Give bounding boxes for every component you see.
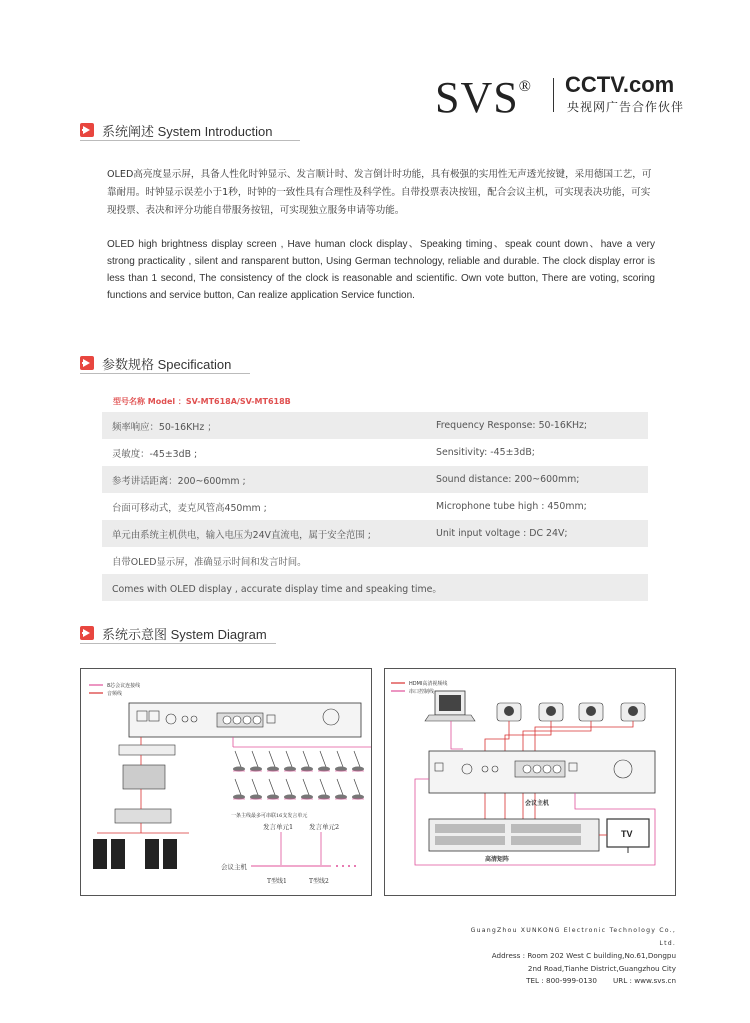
spec-en: Sound distance: 200~600mm;	[436, 474, 580, 485]
arrow-right-icon	[80, 123, 94, 137]
mic-unit-icon	[301, 751, 313, 772]
spec-en: Sensitivity: -45±3dB;	[436, 447, 535, 458]
host-label: 会议主机	[221, 863, 247, 871]
spec-cn: 台面可移动式，麦克风管高450mm ;	[112, 502, 267, 514]
divider	[80, 373, 250, 374]
mic-unit-icon	[335, 751, 347, 772]
spec-table	[102, 412, 648, 601]
address-line: Address : Room 202 West C building,No.61,Dongpu	[491, 951, 676, 960]
wiring-diagram-left	[81, 669, 371, 895]
section-header-spec	[80, 352, 231, 374]
footer	[470, 925, 676, 988]
tv-icon	[607, 819, 649, 853]
matrix-label: 高清矩阵	[485, 856, 510, 863]
spec-cn: 单元由系统主机供电，输入电压为24V直流电，属于安全范围 ;	[112, 529, 371, 541]
telephone: TEL : 800-999-0130	[526, 976, 597, 985]
website: URL : www.svs.cn	[612, 976, 676, 985]
mixer-device	[123, 765, 165, 789]
divider	[80, 643, 276, 644]
spec-en: Frequency Response: 50-16KHz;	[436, 420, 588, 431]
speaker-icons	[93, 839, 177, 869]
t-cable-label: T型线1	[267, 878, 287, 885]
hd-matrix-device	[429, 819, 599, 851]
mic-unit-icon	[352, 751, 364, 772]
svs-logo: SVS®	[435, 73, 532, 122]
spec-cn: Comes with OLED display , accurate display time and speaking time。	[112, 583, 442, 595]
arrow-right-icon	[80, 356, 94, 370]
section-title: 系统示意图 System Diagram	[102, 626, 267, 642]
unit-label: 发言单元2	[309, 823, 340, 831]
table-row	[102, 574, 648, 601]
intro-paragraph-en: OLED high brightness display screen , Have human clock display、Speaking timing、speak count down、have a very strong practicality , silent and ransparent button, Using German technology, reliable and durable. The clock display error is less than 1 second, The consistency of the clock is reasonable and scientific. Own vote button, There are voting, scoring functions and service button, Can realize application Service function.	[107, 239, 655, 301]
logo-divider	[553, 78, 554, 112]
mic-unit-icon	[318, 751, 330, 772]
company-name: GuangZhou XUNKONG Electronic Technology Co., Ltd.	[470, 927, 676, 947]
section-title: 系统阐述 System Introduction	[102, 123, 273, 139]
diagram-right	[384, 668, 676, 896]
tv-label: TV	[621, 829, 633, 839]
legend-text: 音频线	[107, 691, 123, 697]
mic-units	[233, 751, 364, 800]
mic-unit-icon	[250, 779, 262, 800]
mic-unit-icon	[284, 779, 296, 800]
mic-unit-icon	[318, 779, 330, 800]
amplifier-device	[119, 745, 175, 755]
cctv-tagline: 央视网广告合作伙伴	[567, 100, 685, 114]
spec-cn: 参考讲话距离：200~600mm ;	[112, 475, 246, 487]
mic-unit-icon	[233, 779, 245, 800]
table-row	[102, 412, 648, 439]
table-row	[102, 493, 648, 520]
mic-unit-icon	[335, 779, 347, 800]
chain-note: 一条主线最多可串联16支发言单元	[231, 813, 308, 819]
power-amp-device	[115, 809, 171, 823]
logo-area	[435, 70, 695, 120]
divider	[80, 140, 300, 141]
mic-unit-icon	[284, 751, 296, 772]
diagram-left	[80, 668, 372, 896]
address-line: 2nd Road,Tianhe District,Guangzhou City	[527, 963, 676, 973]
legend-text: HDMI高清视频线	[409, 681, 448, 687]
spec-cn: 自带OLED显示屏，准确显示时间和发言时间。	[112, 556, 307, 568]
section-header-intro	[80, 119, 273, 141]
wiring-diagram-right	[385, 669, 675, 895]
section-header-diagram	[80, 622, 267, 644]
legend-text: 串口控制线	[409, 689, 435, 695]
table-row	[102, 547, 648, 574]
table-row	[102, 439, 648, 466]
spec-cn: 灵敏度：-45±3dB ;	[112, 448, 198, 460]
intro-paragraph-cn: OLED高亮度显示屏，具备人性化时钟显示、发言顺计时、发言倒计时功能，具有极强的实用性无声透光按键，采用德国工艺，可靠耐用。时钟显示误差小于1秒，时钟的一致性具有合理性及科学性。自带投票表决按钮，配合会议主机，可实现表决功能，可实现投票、表决和评分功能自带服务按钮，可实现独立服务申请等功能。	[107, 169, 652, 216]
legend-text: 8芯会议连接线	[107, 683, 141, 689]
model-name: 型号名称 Model ：SV-MT618A/SV-MT618B	[113, 397, 291, 406]
section-title: 参数规格 Specification	[102, 356, 232, 372]
mic-unit-icon	[301, 779, 313, 800]
t-cable-label: T型线2	[309, 878, 329, 885]
spec-en: Unit input voltage : DC 24V;	[436, 528, 568, 539]
laptop-icon	[425, 691, 475, 721]
cctv-logo: CCTV.com	[565, 72, 675, 97]
camera-icons	[497, 703, 645, 721]
mic-unit-icon	[250, 751, 262, 772]
mic-unit-icon	[267, 751, 279, 772]
mic-unit-icon	[267, 779, 279, 800]
mic-unit-icon	[233, 751, 245, 772]
host-device	[429, 751, 655, 793]
unit-label: 发言单元1	[263, 823, 294, 831]
spec-en: Microphone tube high : 450mm;	[436, 501, 587, 512]
table-row	[102, 466, 648, 493]
host-label: 会议主机	[525, 800, 550, 807]
host-device	[129, 703, 361, 737]
spec-cn: 频率响应：50-16KHz ；	[112, 421, 217, 433]
table-row	[102, 520, 648, 547]
arrow-right-icon	[80, 626, 94, 640]
mic-unit-icon	[352, 779, 364, 800]
